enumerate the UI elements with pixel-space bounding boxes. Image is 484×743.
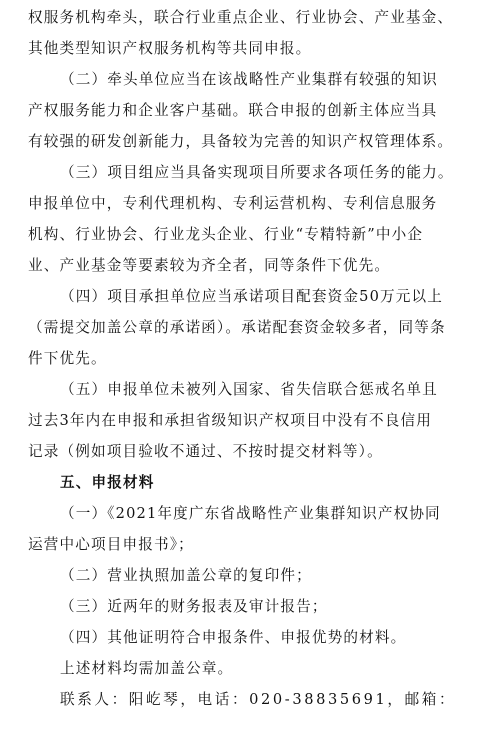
body-text-line: 申报单位中，专利代理机构、专利运营机构、专利信息服务 [28,195,438,212]
body-text-line: 权服务机构牵头，联合行业重点企业、行业协会、产业基金、 [28,9,454,26]
body-text-line: （四）项目承担单位应当承诺项目配套资金50万元以上 [60,288,443,305]
body-text-line: （四）其他证明符合申报条件、申报优势的材料。 [60,629,407,646]
body-text-line: 过去3年内在申报和承担省级知识产权项目中没有不良信用 [28,412,433,429]
body-text-line: （二）营业执照加盖公章的复印件； [60,567,312,584]
body-text-line: （三）近两年的财务报表及审计报告； [60,598,328,615]
body-text-line: 有较强的研发创新能力，具备较为完善的知识产权管理体系。 [28,133,454,150]
body-text-line: 件下优先。 [28,350,107,367]
body-text-line: 记录（例如项目验收不通过、不按时提交材料等）。 [28,443,383,460]
body-text-line: 机构、行业协会、行业龙头企业、行业“专精特新”中小企 [28,226,424,243]
body-text-line: 上述材料均需加盖公章。 [60,660,234,677]
body-text-line: （一）《2021年度广东省战略性产业集群知识产权协同 [60,505,441,522]
body-text-line: 业、产业基金等要素较为齐全者，同等条件下优先。 [28,257,391,274]
body-text-line: （二）牵头单位应当在该战略性产业集群有较强的知识 [60,71,438,88]
body-text-line: （五）申报单位未被列入国家、省失信联合惩戒名单且 [60,381,438,398]
body-text-line: （需提交加盖公章的承诺函）。承诺配套资金较多者，同等条 [28,319,446,336]
contact-line: 联系人：阳屹琴，电话：020-38835691，邮箱： [60,691,457,708]
section-heading: 五、申报材料 [60,474,155,491]
body-text-line: 运营中心项目申报书》； [28,536,194,553]
body-text-line: 产权服务能力和企业客户基础。联合申报的创新主体应当具 [28,102,438,119]
body-text-line: （三）项目组应当具备实现项目所要求各项任务的能力。 [60,164,454,181]
body-text-line: 其他类型知识产权服务机构等共同申报。 [28,40,312,57]
